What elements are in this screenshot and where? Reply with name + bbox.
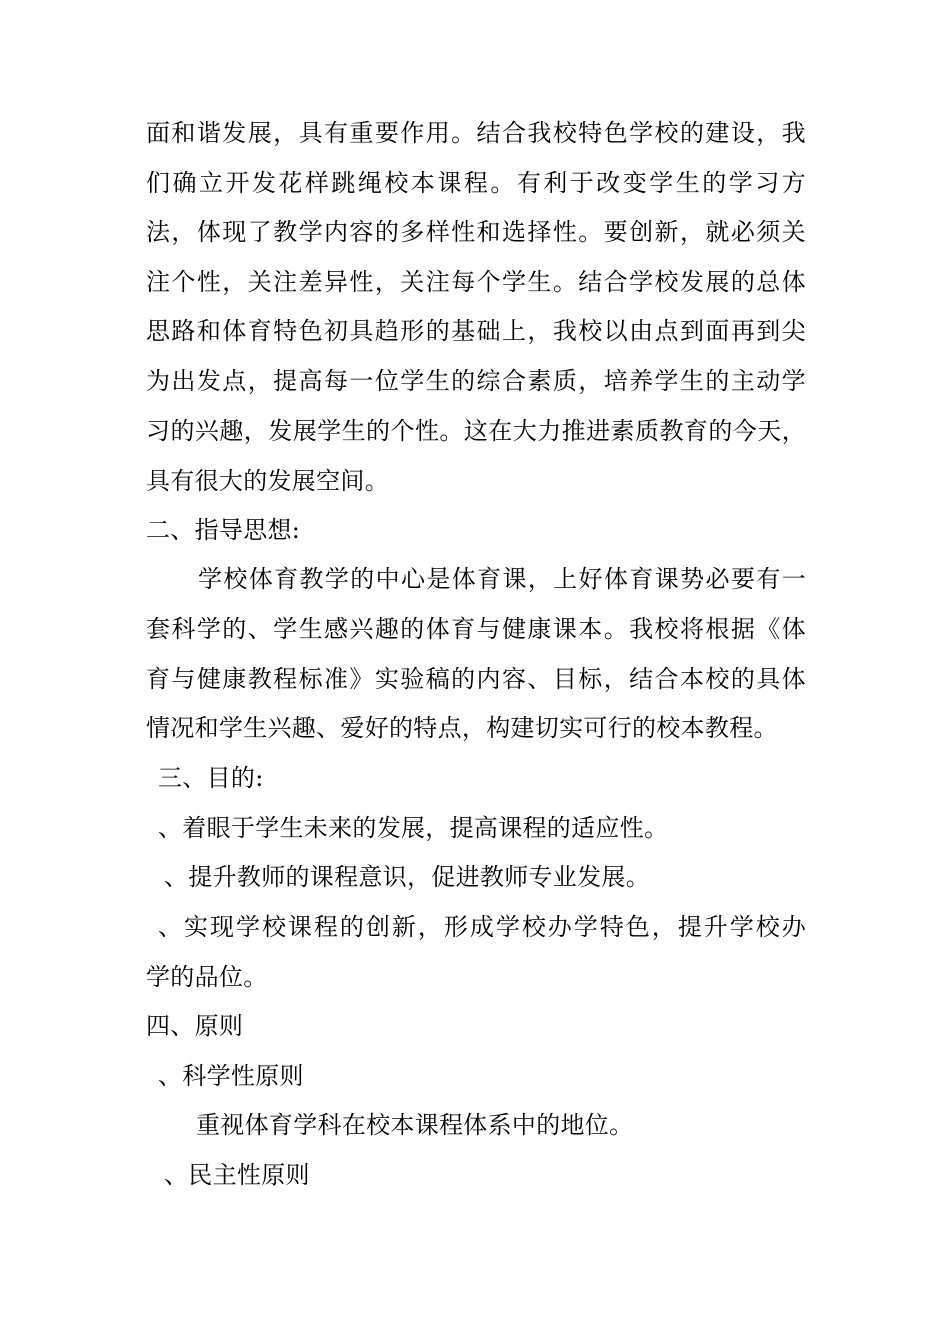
paragraph-line: 思路和体育特色初具趋形的基础上，我校以由点到面再到尖 [146, 317, 806, 345]
list-item: 、科学性原则 [158, 1062, 304, 1090]
section-heading: 二、指导思想: [146, 516, 301, 544]
section-heading: 四、原则 [146, 1012, 244, 1040]
paragraph-line: 学校体育教学的中心是体育课，上好体育课势必要有一 [198, 565, 806, 593]
paragraph-line: 具有很大的发展空间。 [146, 467, 389, 495]
paragraph-line: 为出发点，提高每一位学生的综合素质，培养学生的主动学 [146, 367, 806, 395]
paragraph-line: 面和谐发展，具有重要作用。结合我校特色学校的建设，我 [146, 119, 806, 147]
paragraph-line: 育与健康教程标准》实验稿的内容、目标，结合本校的具体 [146, 665, 806, 693]
paragraph-line: 注个性，关注差异性，关注每个学生。结合学校发展的总体 [146, 268, 806, 296]
paragraph-line: 情况和学生兴趣、爱好的特点，构建切实可行的校本教程。 [146, 714, 778, 742]
paragraph-line: 套科学的、学生感兴趣的体育与健康课本。我校将根据《体 [146, 615, 806, 643]
list-item: 、提升教师的课程意识，促进教师专业发展。 [164, 863, 650, 891]
paragraph-line: 重视体育学科在校本课程体系中的地位。 [196, 1111, 634, 1139]
list-item: 、民主性原则 [164, 1161, 310, 1189]
paragraph-line: 习的兴趣，发展学生的个性。这在大力推进素质教育的今天， [146, 417, 806, 445]
list-item: 、着眼于学生未来的发展，提高课程的适应性。 [158, 814, 669, 842]
paragraph-line: 们确立开发花样跳绳校本课程。有利于改变学生的学习方 [146, 169, 806, 197]
section-heading: 三、目的: [158, 764, 264, 792]
list-item: 、实现学校课程的创新，形成学校办学特色，提升学校办 [158, 913, 806, 941]
paragraph-line: 学的品位。 [146, 963, 268, 991]
paragraph-line: 法，体现了教学内容的多样性和选择性。要创新，就必须关 [146, 218, 806, 246]
